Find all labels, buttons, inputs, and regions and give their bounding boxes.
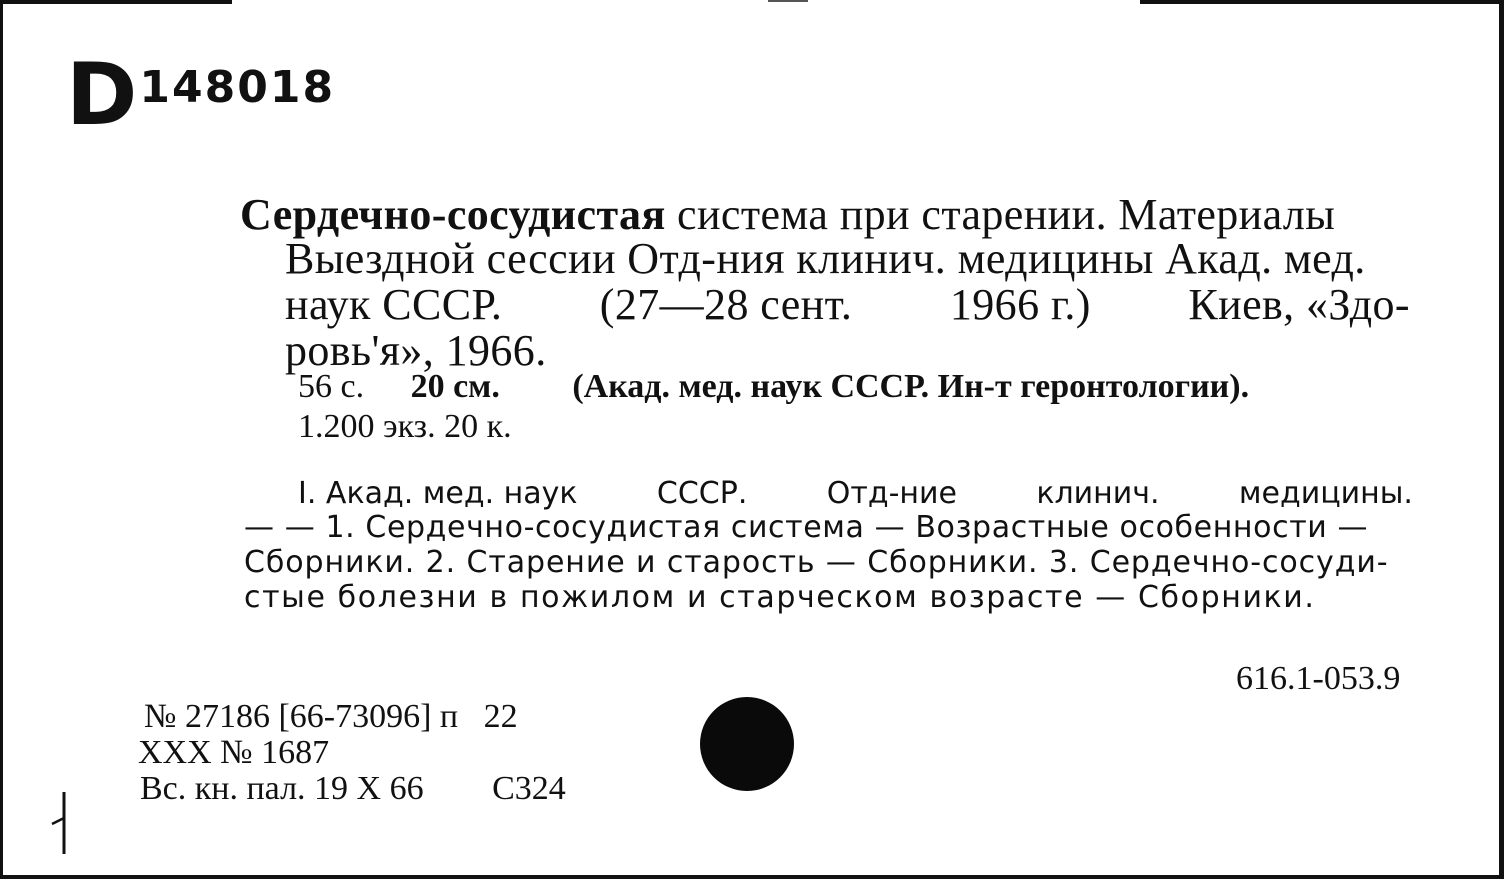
- collation-line: [298, 370, 1249, 404]
- subject-line-1: [298, 476, 1413, 511]
- handwritten-mark-icon: [46, 790, 76, 860]
- punch-hole: [700, 697, 794, 791]
- line3-part-3: 1966 г.): [949, 280, 1091, 329]
- card-border-bottom: [0, 875, 1504, 879]
- subject-1-part-4: клинич.: [1036, 476, 1160, 511]
- card-border-right: [1499, 0, 1504, 879]
- subject-line-4: стые болезни в пожилом и старческом возрасте — Сборники.: [244, 580, 1316, 615]
- title-line-2: Выездной сессии Отд-ния клинич. медицины Акад. мед.: [285, 234, 1366, 283]
- title-line-4: ровь'я», 1966.: [285, 326, 547, 375]
- line3-part-4: Киев, «Здо-: [1188, 280, 1410, 329]
- subject-1-part-3: Отд-ние: [826, 476, 957, 511]
- line3-part-2: (27—28 сент.: [599, 280, 853, 329]
- card-border-left: [0, 0, 3, 879]
- card-border-top-mark: [768, 0, 808, 2]
- collation-size: 20 см.: [410, 368, 500, 405]
- collation-series: (Акад. мед. наук СССР. Ин-т геронтологии).: [572, 368, 1250, 405]
- call-number-digits: 148018: [139, 62, 336, 113]
- print-run: 1.200 экз. 20 к.: [298, 408, 512, 445]
- imprint-line-3: [140, 772, 566, 806]
- card-border-top-left: [0, 0, 232, 4]
- title-line-1: [240, 190, 1336, 239]
- title-line-3: [285, 280, 1410, 329]
- imprint-line-2: XXX № 1687: [138, 734, 330, 771]
- title-rest: система при старении. Материалы: [665, 190, 1336, 239]
- imprint-line-1: № 27186 [66-73096] п 22: [144, 698, 518, 735]
- subject-1-part-5: медицины.: [1238, 476, 1413, 511]
- subject-line-2: — — 1. Сердечно-сосудистая система — Возрастные особенности —: [244, 510, 1369, 545]
- call-number-letter: D: [66, 45, 136, 145]
- collation-pages: 56 с.: [298, 368, 365, 405]
- subject-line-3: Сборники. 2. Старение и старость — Сборники. 3. Сердечно-сосуди-: [244, 545, 1389, 580]
- title-heading: Сердечно-сосудистая: [240, 190, 666, 239]
- udc-classification: 616.1-053.9: [1236, 660, 1401, 697]
- line3-part-1: наук СССР.: [285, 280, 503, 329]
- call-number: [66, 45, 336, 145]
- subject-1-part-1: I. Акад. мед. наук: [298, 476, 578, 511]
- imprint-date: Вс. кн. пал. 19 X 66: [140, 770, 424, 807]
- imprint-code: С324: [492, 770, 566, 807]
- card-border-top-right: [1140, 0, 1504, 4]
- subject-1-part-2: СССР.: [656, 476, 748, 511]
